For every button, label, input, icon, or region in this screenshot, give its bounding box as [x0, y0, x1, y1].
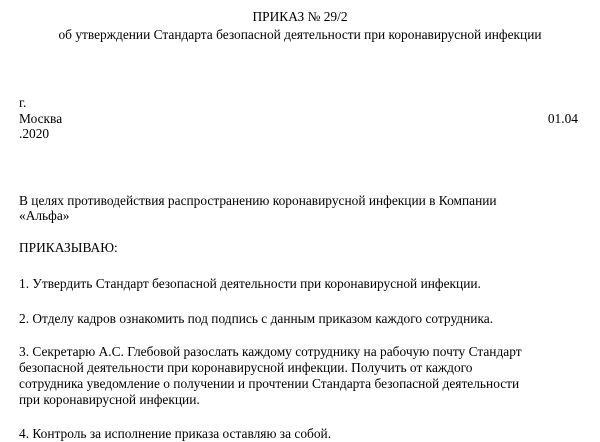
date-year: .2020	[19, 126, 50, 141]
preamble-line-1: В целях противодействия распространению коронавирусной инфекции в Компании	[19, 193, 497, 208]
date-day-month: 01.04	[547, 111, 578, 126]
item-3-line-1: 3. Секретарю А.С. Глебовой разослать каждому сотруднику на рабочую почту Стандарт	[19, 344, 522, 359]
item-3-line-4: при коронавирусной инфекции.	[19, 392, 200, 407]
item-2-line-1: 2. Отделу кадров ознакомить под подпись с данным приказом каждого сотрудника.	[19, 311, 494, 326]
item-4-line-1: 4. Контроль за исполнение приказа оставляю за собой.	[19, 426, 332, 441]
item-3-line-2: безопасной деятельности при коронавирусной инфекции. Получить от каждого	[19, 360, 473, 375]
city-prefix: г.	[19, 95, 27, 110]
item-1-line-1: 1. Утвердить Стандарт безопасной деятельности при коронавирусной инфекции.	[19, 276, 481, 291]
city-name: Москва	[19, 111, 63, 126]
order-word: ПРИКАЗЫВАЮ:	[19, 240, 118, 255]
preamble-line-2: «Альфа»	[19, 208, 70, 223]
document-title: ПРИКАЗ № 29/2	[252, 9, 348, 24]
item-3-line-3: сотрудника уведомление о получении и прочтении Стандарта безопасной деятельности	[19, 376, 520, 391]
document-subtitle: об утверждении Стандарта безопасной деятельности при коронавирусной инфекции	[58, 27, 542, 42]
